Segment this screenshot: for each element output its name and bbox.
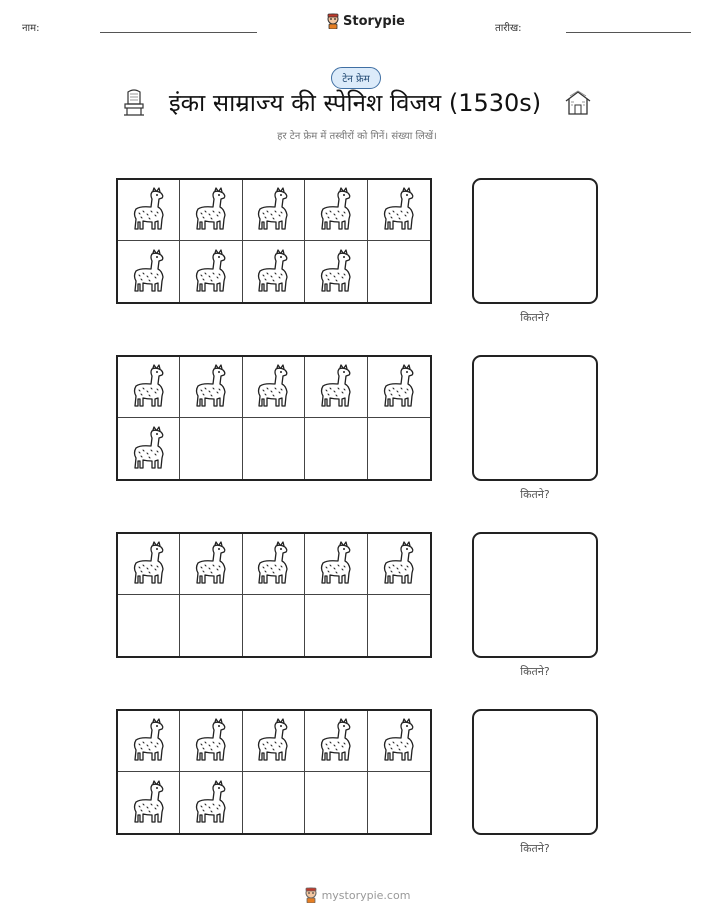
ten-frame-cell-filled	[368, 180, 430, 241]
llama-icon	[191, 187, 231, 233]
llama-icon	[191, 249, 231, 295]
llama-icon	[129, 541, 169, 587]
ten-frame-cell-filled	[305, 180, 367, 241]
how-many-label: कितने?	[520, 311, 550, 324]
llama-icon	[253, 187, 293, 233]
ten-frame-cell-filled	[118, 711, 180, 772]
llama-icon	[191, 364, 231, 410]
llama-icon	[253, 718, 293, 764]
answer-box[interactable]	[472, 709, 598, 835]
ten-frame-badge: टेन फ्रेम	[331, 67, 381, 89]
ten-frame	[116, 355, 432, 481]
ten-frame-cell-empty	[180, 418, 242, 479]
llama-icon	[316, 541, 356, 587]
ten-frame-cell-filled	[368, 711, 430, 772]
ten-frame-cell-filled	[118, 241, 180, 302]
ten-frame-cell-filled	[243, 241, 305, 302]
throne-icon	[121, 89, 147, 117]
ten-frame-cell-filled	[180, 357, 242, 418]
llama-icon	[379, 364, 419, 410]
ten-frame-cell-filled	[118, 357, 180, 418]
ten-frame-cell-empty	[180, 595, 242, 656]
ten-frame-cell-filled	[243, 711, 305, 772]
brand-logo	[326, 13, 405, 29]
llama-icon	[316, 187, 356, 233]
ten-frame-cell-filled	[305, 534, 367, 595]
ten-frame-cell-filled	[243, 180, 305, 241]
ten-frame-cell-empty	[243, 595, 305, 656]
how-many-label: कितने?	[520, 488, 550, 501]
ten-frame-cell-filled	[180, 534, 242, 595]
date-line[interactable]	[566, 32, 691, 33]
llama-icon	[379, 187, 419, 233]
llama-icon	[129, 364, 169, 410]
llama-icon	[129, 249, 169, 295]
name-label: नाम:	[22, 23, 40, 34]
ten-frame-cell-empty	[305, 772, 367, 833]
ten-frame-cell-filled	[118, 180, 180, 241]
ten-frame	[116, 178, 432, 304]
storypie-mascot-icon	[326, 13, 340, 29]
ten-frame-cell-filled	[305, 357, 367, 418]
ten-frame-cell-filled	[118, 418, 180, 479]
llama-icon	[379, 541, 419, 587]
title-text: इंका साम्राज्य की स्पेनिश विजय (1530s)	[168, 89, 542, 117]
date-label: तारीख:	[495, 23, 522, 34]
storypie-mascot-icon	[304, 887, 318, 903]
ten-frame-cell-filled	[368, 357, 430, 418]
ten-frame-cell-filled	[243, 357, 305, 418]
page-title	[0, 86, 714, 119]
ten-frame-cell-filled	[180, 772, 242, 833]
llama-icon	[316, 249, 356, 295]
llama-icon	[316, 718, 356, 764]
ten-frame-cell-empty	[368, 418, 430, 479]
answer-box[interactable]	[472, 355, 598, 481]
llama-icon	[191, 718, 231, 764]
llama-icon	[129, 187, 169, 233]
llama-icon	[316, 364, 356, 410]
ten-frame-cell-empty	[243, 772, 305, 833]
llama-icon	[129, 718, 169, 764]
brand-name: Storypie	[343, 13, 405, 29]
ten-frame-cell-filled	[368, 534, 430, 595]
ten-frame-cell-filled	[118, 534, 180, 595]
ten-frame-cell-empty	[368, 772, 430, 833]
ten-frame-cell-empty	[118, 595, 180, 656]
ten-frame-cell-filled	[243, 534, 305, 595]
ten-frame-cell-empty	[305, 418, 367, 479]
ten-frame	[116, 709, 432, 835]
ten-frame-cell-filled	[180, 180, 242, 241]
ten-frame-cell-filled	[305, 241, 367, 302]
ten-frame-cell-filled	[118, 772, 180, 833]
ten-frame-cell-filled	[180, 711, 242, 772]
footer	[0, 887, 714, 903]
llama-icon	[129, 780, 169, 826]
name-line[interactable]	[100, 32, 257, 33]
ten-frame-cell-filled	[305, 711, 367, 772]
footer-url[interactable]: mystorypie.com	[321, 888, 411, 902]
house-icon	[563, 90, 593, 116]
llama-icon	[253, 364, 293, 410]
answer-box[interactable]	[472, 532, 598, 658]
llama-icon	[253, 541, 293, 587]
ten-frame-cell-empty	[243, 418, 305, 479]
llama-icon	[129, 426, 169, 472]
how-many-label: कितने?	[520, 665, 550, 678]
ten-frame	[116, 532, 432, 658]
llama-icon	[191, 541, 231, 587]
answer-box[interactable]	[472, 178, 598, 304]
llama-icon	[379, 718, 419, 764]
how-many-label: कितने?	[520, 842, 550, 855]
llama-icon	[253, 249, 293, 295]
ten-frame-cell-filled	[180, 241, 242, 302]
ten-frame-cell-empty	[368, 241, 430, 302]
llama-icon	[191, 780, 231, 826]
ten-frame-cell-empty	[368, 595, 430, 656]
ten-frame-cell-empty	[305, 595, 367, 656]
instructions: हर टेन फ्रेम में तस्वीरों को गिनें। संख्या लिखें।	[277, 131, 437, 142]
